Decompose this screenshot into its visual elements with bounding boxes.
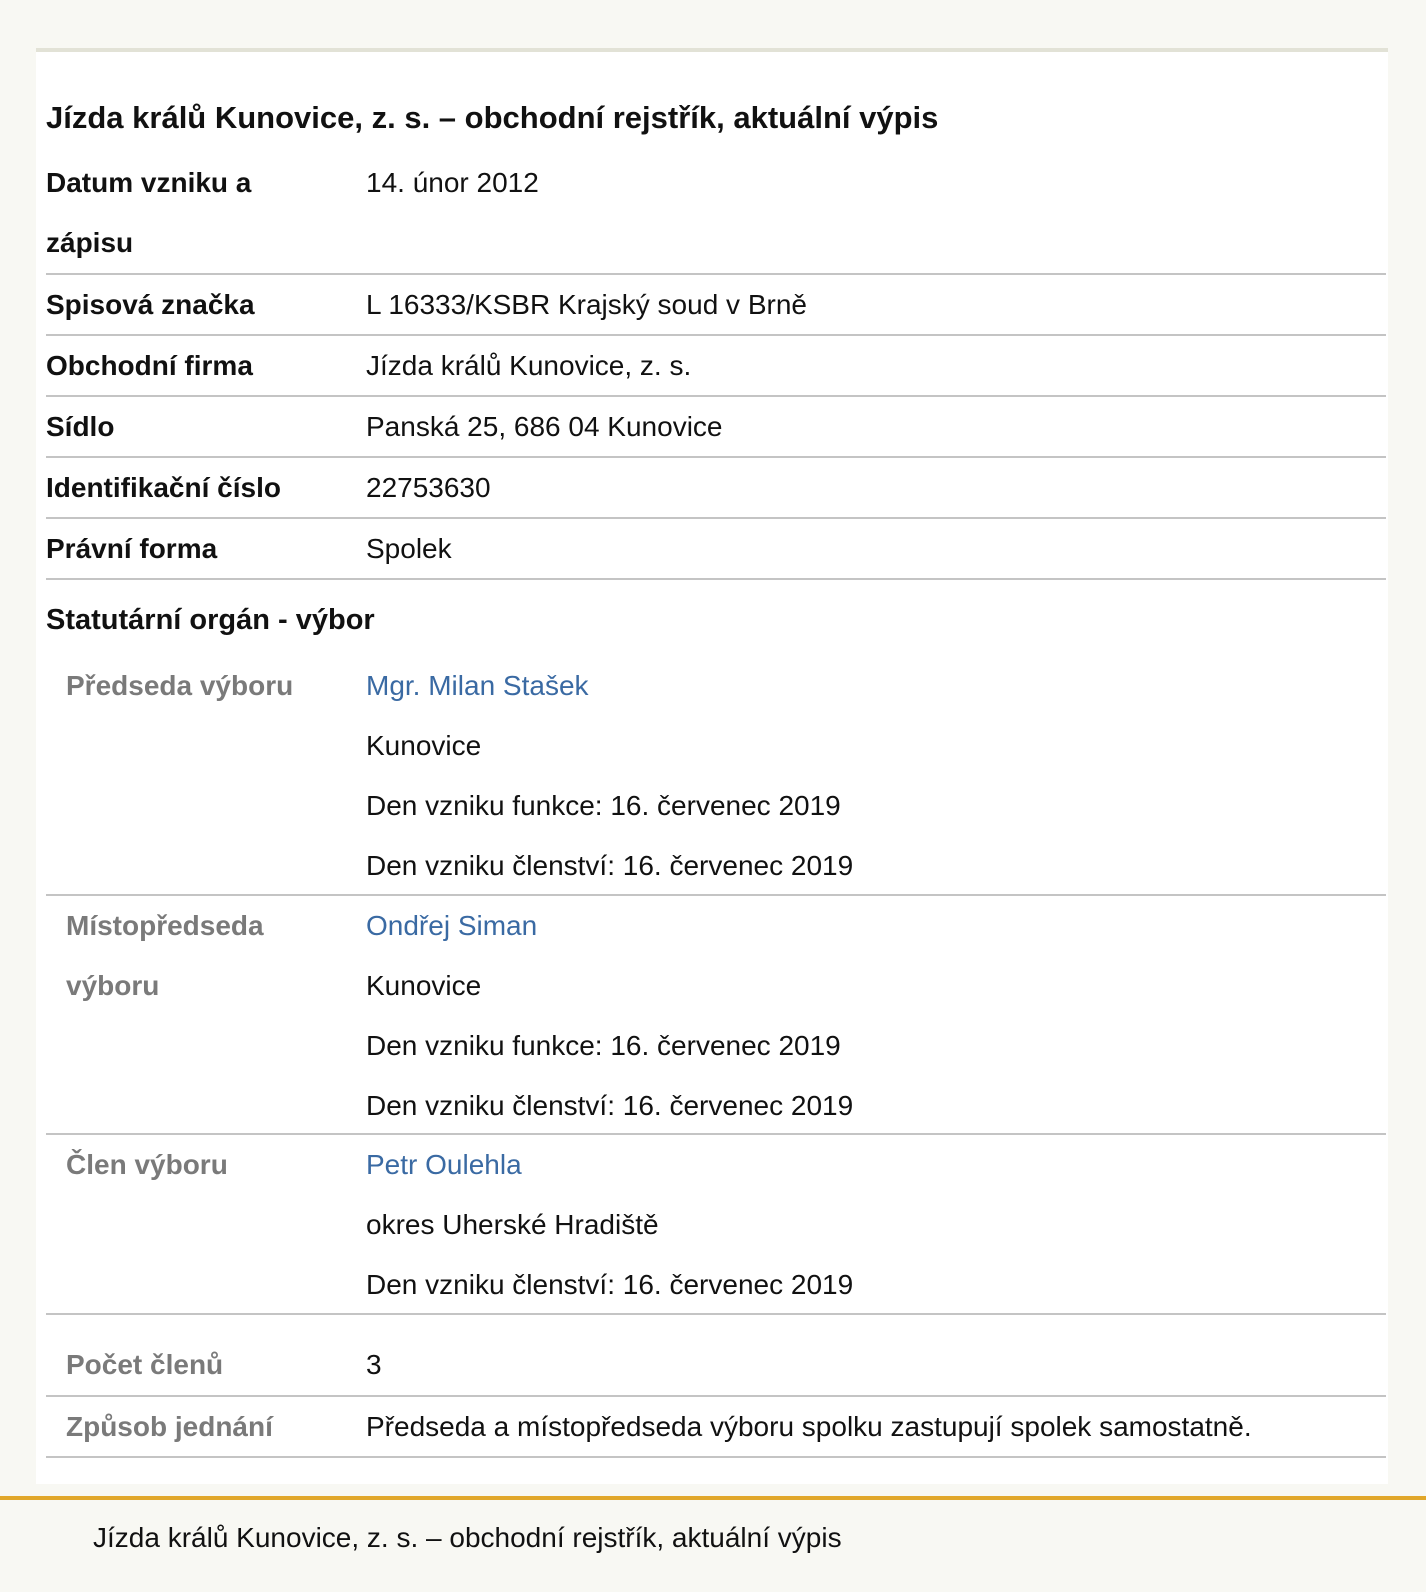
row-value-container — [366, 275, 1386, 335]
row-obchodni-firma — [46, 336, 1386, 397]
member-role: Člen výboru — [66, 1149, 228, 1180]
row-label: Způsob jednání — [66, 1411, 273, 1442]
member-role: Místopředseda výboru — [66, 910, 264, 1001]
row-pravni-forma — [46, 519, 1386, 580]
row-value: Jízda králů Kunovice, z. s. — [366, 350, 692, 381]
row-value: L 16333/KSBR Krajský soud v Brně — [366, 289, 807, 320]
member-row-predseda — [46, 656, 1386, 896]
row-zpusob-jednani — [46, 1397, 1386, 1458]
member-location: okres Uherské Hradiště — [366, 1209, 659, 1240]
row-label: Datum vzniku a zápisu — [46, 167, 252, 258]
row-label: Obchodní firma — [46, 350, 253, 381]
page-title: Jízda králů Kunovice, z. s. – obchodní rejstřík, aktuální výpis — [46, 100, 939, 135]
member-name-link[interactable]: Ondřej Siman — [366, 910, 538, 941]
row-identifikacni-cislo — [46, 458, 1386, 519]
row-value-container — [366, 1335, 1386, 1395]
row-sidlo — [46, 397, 1386, 458]
row-pocet-clenu — [46, 1315, 1386, 1397]
member-detail: Den vzniku členství: 16. červenec 2019 — [366, 850, 854, 881]
member-location: Kunovice — [366, 730, 482, 761]
row-label: Počet členů — [66, 1349, 224, 1380]
member-details — [366, 896, 1386, 1136]
row-value-container — [366, 336, 1386, 396]
row-value-container — [366, 153, 1386, 213]
member-name-link[interactable]: Petr Oulehla — [366, 1149, 522, 1180]
row-label: Právní forma — [46, 533, 218, 564]
row-value: Spolek — [366, 533, 452, 564]
row-label: Spisová značka — [46, 289, 255, 320]
member-name-link[interactable]: Mgr. Milan Stašek — [366, 670, 589, 701]
row-value-container — [366, 519, 1386, 579]
row-value: 3 — [366, 1349, 382, 1380]
row-value-container — [366, 458, 1386, 518]
row-value: Předseda a místopředseda výboru spolku zastupují spolek samostatně. — [366, 1411, 1252, 1442]
row-datum-vzniku — [46, 153, 1386, 275]
member-detail: Den vzniku členství: 16. červenec 2019 — [366, 1090, 854, 1121]
member-details — [366, 656, 1386, 896]
member-row-clen — [46, 1135, 1386, 1315]
member-role: Předseda výboru — [66, 670, 294, 701]
row-spisova-znacka — [46, 275, 1386, 336]
member-detail: Den vzniku funkce: 16. červenec 2019 — [366, 1030, 841, 1061]
footer — [0, 1496, 1426, 1592]
row-value: 14. únor 2012 — [366, 167, 539, 198]
member-detail: Den vzniku členství: 16. červenec 2019 — [366, 1269, 854, 1300]
row-value: Panská 25, 686 04 Kunovice — [366, 411, 723, 442]
member-details — [366, 1135, 1386, 1315]
row-label: Sídlo — [46, 411, 115, 442]
row-value-container — [366, 1397, 1386, 1457]
register-extract-card — [36, 48, 1388, 1484]
section-heading-statutory: Statutární orgán - výbor — [46, 604, 375, 636]
row-value: 22753630 — [366, 472, 491, 503]
member-detail: Den vzniku funkce: 16. červenec 2019 — [366, 790, 841, 821]
member-row-mistopredseda — [46, 896, 1386, 1135]
member-location: Kunovice — [366, 970, 482, 1001]
row-value-container — [366, 397, 1386, 457]
row-label: Identifikační číslo — [46, 472, 281, 503]
footer-text: Jízda králů Kunovice, z. s. – obchodní rejstřík, aktuální výpis — [93, 1522, 842, 1553]
